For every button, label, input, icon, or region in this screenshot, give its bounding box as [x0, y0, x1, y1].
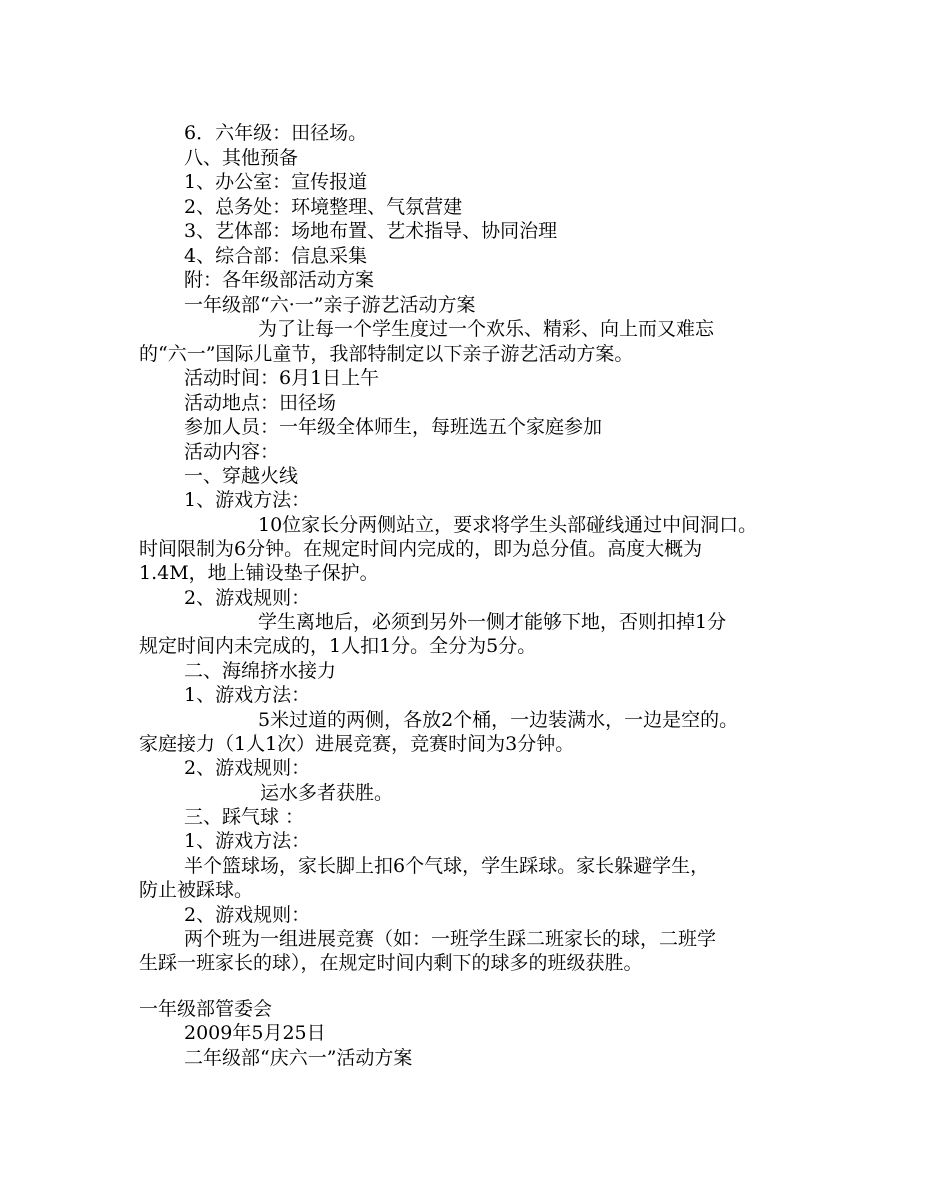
paragraph-line: 运水多者获胜。 [260, 782, 394, 804]
text-line: 6．六年级：田径场。 [184, 122, 368, 144]
paragraph-line: 两个班为一组进展竞赛（如：一班学生踩二班家长的球，二班学 [184, 928, 717, 950]
plan-title: 一年级部“六·一”亲子游艺活动方案 [184, 294, 476, 316]
text-line: 参加人员：一年级全体师生，每班选五个家庭参加 [184, 416, 603, 438]
paragraph-line: 10位家长分两侧站立，要求将学生头部碰线通过中间洞口。 [258, 514, 758, 536]
paragraph-line: 时间限制为6分钟。在规定时间内完成的，即为总分值。高度大概为 [139, 538, 703, 560]
section-heading: 二、海绵挤水接力 [184, 660, 337, 682]
paragraph-line: 防止被踩球。 [139, 879, 254, 901]
text-line: 3、艺体部：场地布置、艺术指导、协同治理 [184, 220, 558, 242]
text-line: 1、办公室：宣传报道 [184, 171, 368, 193]
signature-date: 2009年5月25日 [184, 1022, 326, 1044]
paragraph-line: 的“六一”国际儿童节，我部特制定以下亲子游艺活动方案。 [139, 343, 634, 365]
text-line: 4、综合部：信息采集 [184, 245, 368, 267]
text-line: 1、游戏方法： [184, 830, 311, 852]
section-heading: 八、其他预备 [184, 147, 299, 169]
text-line: 2、总务处：环境整理、气氛营建 [184, 196, 463, 218]
text-line: 2、游戏规则： [184, 587, 311, 609]
paragraph-line: 5米过道的两侧，各放2个桶，一边装满水，一边是空的。 [258, 709, 739, 731]
section-heading: 一、穿越火线 [184, 465, 299, 487]
text-line: 2、游戏规则： [184, 904, 311, 926]
section-heading: 三、踩气球 ： [184, 806, 305, 828]
signature-organization: 一年级部管委会 [139, 998, 273, 1020]
text-line: 活动内容： [184, 441, 280, 463]
paragraph-line: 生踩一班家长的球），在规定时间内剩下的球多的班级获胜。 [139, 952, 643, 974]
text-line: 2、游戏规则： [184, 757, 311, 779]
paragraph-line: 学生离地后，必须到另外一侧才能够下地，否则扣掉1分 [258, 611, 727, 633]
plan-title: 二年级部“庆六一”活动方案 [184, 1047, 413, 1069]
paragraph-line: 半个篮球场，家长脚上扣6个气球，学生踩球。家长躲避学生， [184, 855, 710, 877]
text-line: 1、游戏方法： [184, 684, 311, 706]
paragraph-line: 规定时间内未完成的，1人扣1分。全分为5分。 [139, 635, 537, 657]
paragraph-line: 为了让每一个学生度过一个欢乐、精彩、向上而又难忘 [258, 318, 715, 340]
text-line: 活动时间：6月1日上午 [184, 367, 380, 389]
text-line: 活动地点：田径场 [184, 392, 337, 414]
paragraph-line: 家庭接力（1人1次）进展竞赛，竞赛时间为3分钟。 [139, 733, 575, 755]
paragraph-line: 1.4M，地上铺设垫子保护。 [139, 562, 379, 584]
text-line: 附：各年级部活动方案 [184, 269, 375, 291]
text-line: 1、游戏方法： [184, 489, 311, 511]
